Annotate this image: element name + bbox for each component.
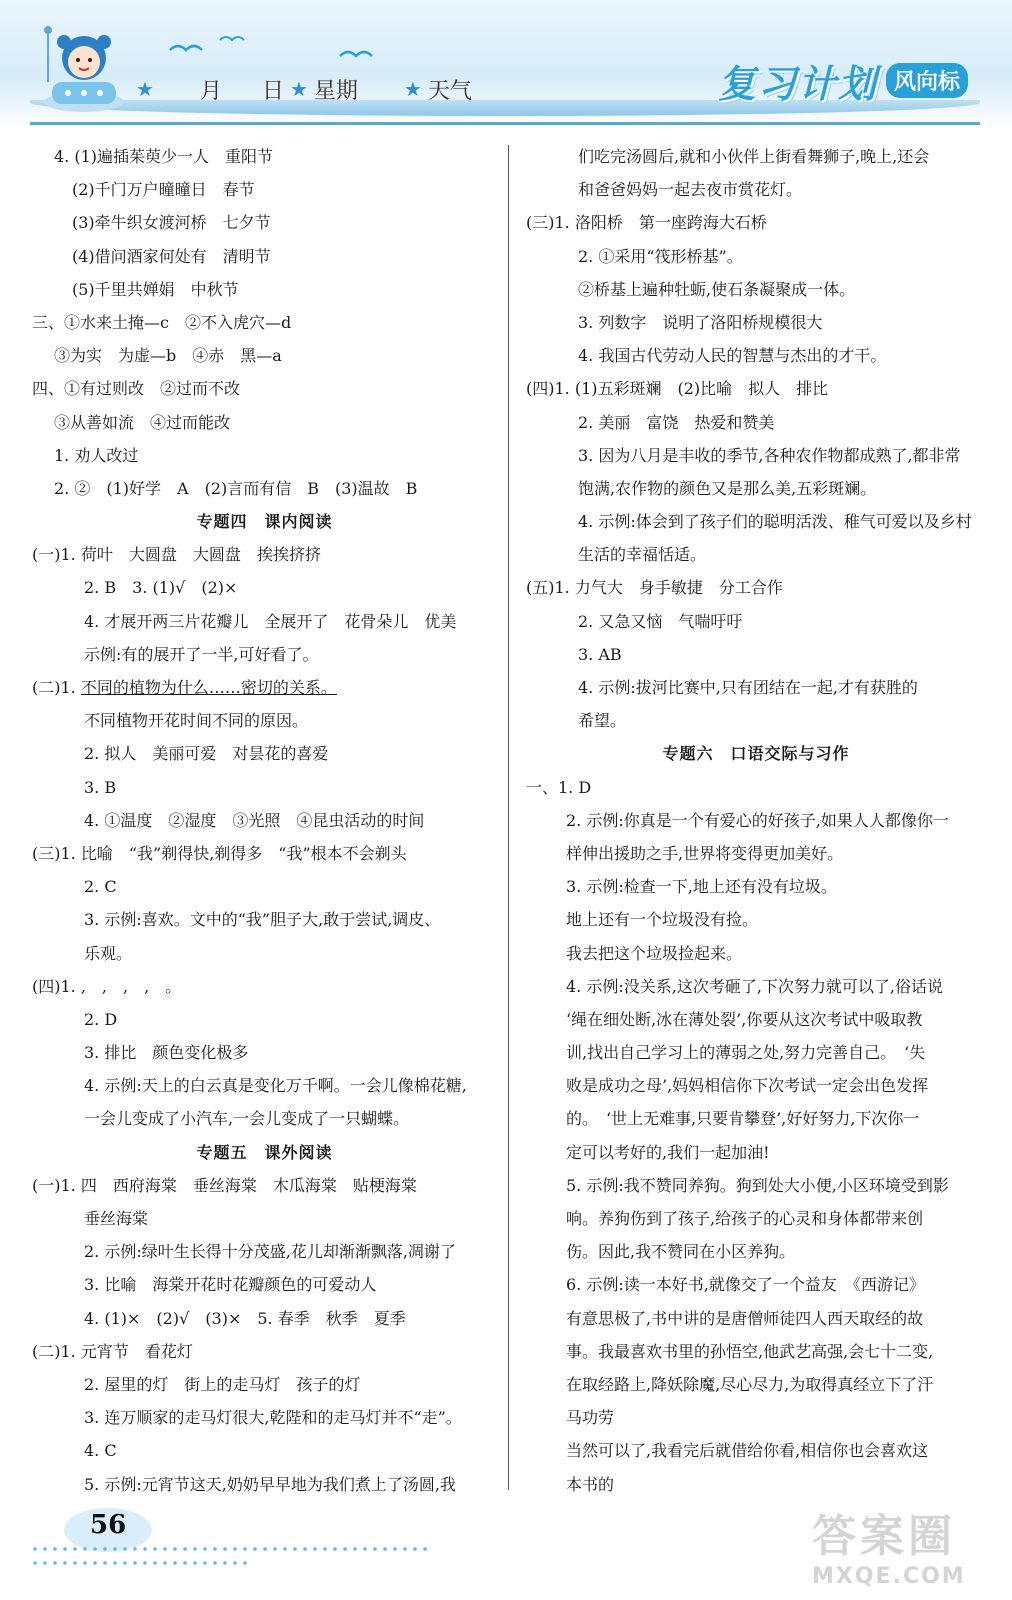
answer-line: 3. 列数字 说明了洛阳桥规模很大 [578, 312, 823, 332]
answer-line: 响。养狗伤到了孩子,给孩子的心灵和身体都带来创 [566, 1209, 924, 1228]
girl-mascot-icon [38, 20, 130, 116]
answer-line: 5. 示例:元宵节这天,奶奶早早地为我们煮上了汤圆,我 [84, 1474, 456, 1494]
brand-main-text: 复习计划 [718, 61, 879, 106]
answer-line: 希望。 [578, 711, 627, 731]
answer-line: 训,找出自己学习上的薄弱之处,努力完善自己。 ‘失 [566, 1043, 926, 1063]
answer-line: (4)借问酒家何处有 清明节 [72, 246, 271, 266]
answer-line: 不同植物开花时间不同的原因。 [84, 711, 309, 731]
star-icon: ★ [403, 77, 422, 101]
answer-line: 4. 示例:拔河比赛中,只有团结在一起,才有获胜的 [578, 678, 918, 697]
answer-line: 3. 示例:喜欢。文中的“我”胆子大,敢于尝试,调皮、 [84, 910, 441, 930]
answer-line: 4. (1)× (2)√ (3)× 5. 春季 秋季 夏季 [84, 1308, 406, 1328]
birds-decoration-icon [160, 30, 380, 70]
answer-line: 马功劳 [566, 1408, 615, 1428]
footer-dots-decoration [30, 1560, 250, 1566]
answer-line: 3. 连万顺家的走马灯很大,乾陛和的走马灯并不“走”。 [84, 1408, 462, 1428]
answer-line: 本书的 [566, 1474, 615, 1494]
answer-line: (二)1. 元宵节 看花灯 [32, 1341, 193, 1361]
answer-line: 6. 示例:读一本好书,就像交了一个益友 《西游记》 [566, 1275, 925, 1295]
star-icon: ★ [136, 77, 154, 101]
answer-line: 2. 示例:绿叶生长得十分茂盛,花儿却渐渐飘落,凋谢了 [84, 1242, 456, 1262]
weekday-label: 星期 [313, 78, 358, 104]
answer-line: 在取经路上,降妖除魔,尽心尽力,为取得真经立下了汗 [566, 1374, 934, 1394]
answer-line: 和爸爸妈妈一起去夜市赏花灯。 [578, 180, 803, 200]
page-footer [30, 1500, 440, 1570]
answer-line: 乐观。 [84, 943, 133, 963]
section-title: 专题六 口语交际与习作 [662, 744, 850, 764]
answer-line: 3. 比喻 海棠开花时花瓣颜色的可爱动人 [84, 1275, 377, 1295]
answer-line: 我去把这个垃圾捡起来。 [566, 943, 743, 963]
answer-line: 伤。因此,我不赞同在小区养狗。 [566, 1242, 796, 1262]
answer-line: 2. 拟人 美丽可爱 对昙花的喜爱 [84, 744, 329, 764]
column-divider [508, 145, 509, 1490]
answer-line: (四)1. , , , , 。 [32, 976, 182, 996]
answer-line: 垂丝海棠 [84, 1209, 149, 1228]
answer-line: 有意思极了,书中讲的是唐僧师徒四人西天取经的故 [566, 1308, 924, 1328]
answer-line: 3. 示例:检查一下,地上还有没有垃圾。 [566, 877, 837, 897]
page-number: 56 [90, 1510, 127, 1540]
answer-line: 4. 示例:天上的白云真是变化万千啊。一会儿像棉花糖, [84, 1076, 467, 1096]
section-title: 专题四 课内阅读 [196, 512, 333, 532]
answer-line: 2. C [84, 877, 117, 897]
answer-line: 定可以考好的,我们一起加油! [566, 1142, 770, 1162]
answer-line: 饱满,农作物的颜色又是那么美,五彩斑斓。 [578, 478, 877, 498]
brand-logo [718, 50, 978, 110]
answer-line: 四、①有过则改 ②过而不改 [32, 379, 241, 399]
watermark [812, 1500, 1002, 1590]
right-answer-column [526, 140, 986, 1501]
answer-line: (二)1. 不同的植物为什么……密切的关系。 [32, 678, 337, 697]
answer-line: 生活的幸福恬适。 [578, 545, 707, 565]
answer-line: 示例:有的展开了一半,可好看了。 [84, 644, 319, 664]
star-icon: ★ [289, 77, 308, 101]
answer-line: 样伸出援助之手,世界将变得更加美好。 [566, 843, 844, 863]
answer-line: (一)1. 四 西府海棠 垂丝海棠 木瓜海棠 贴梗海棠 [32, 1175, 417, 1195]
answer-line: 5. 示例:我不赞同养狗。狗到处大小便,小区环境受到影 [566, 1175, 949, 1195]
answer-line: 4. 示例:没关系,这次考砸了,下次努力就可以了,俗话说 [566, 976, 944, 996]
answer-line: 2. 示例:你真是一个有爱心的好孩子,如果人人都像你一 [566, 810, 949, 830]
answer-line: (一)1. 荷叶 大圆盘 大圆盘 挨挨挤挤 [32, 545, 321, 565]
answer-line: 4. ①温度 ②湿度 ③光照 ④昆虫活动的时间 [84, 810, 425, 830]
answer-line: 3. B [84, 777, 117, 797]
answer-line: 事。我最喜欢书里的孙悟空,他武艺高强,会七十二变, [566, 1341, 934, 1361]
answer-line: ②桥基上遍种牡蛎,使石条凝聚成一体。 [578, 279, 856, 299]
answer-line: 4. 我国古代劳动人民的智慧与杰出的才干。 [578, 346, 887, 366]
answer-line: 3. 因为八月是丰收的季节,各种农作物都成熟了,都非常 [578, 445, 961, 465]
date-day-label: 日 [261, 78, 284, 104]
answer-line: (四)1. (1)五彩斑斓 (2)比喻 拟人 排比 [526, 379, 829, 399]
date-month-label: 月 [199, 78, 222, 104]
answer-line: 2. ①采用“筏形桥基”。 [578, 246, 743, 266]
answer-line: 2. 又急又恼 气喘吁吁 [578, 611, 743, 631]
brand-sub-text: 风向标 [886, 63, 968, 98]
answer-line: 2. D [84, 1009, 118, 1029]
answer-line: 4. (1)遍插茱萸少一人 重阳节 [54, 147, 274, 166]
section-title: 专题五 课外阅读 [196, 1142, 333, 1162]
answer-line: 的。 ‘世上无难事,只要肯攀登’,好好努力,下次你一 [566, 1109, 920, 1129]
answer-line: 4. C [84, 1441, 117, 1461]
answer-line: (3)牵牛织女渡河桥 七夕节 [72, 213, 271, 233]
footer-dots-decoration [30, 1546, 430, 1552]
answer-line: 当然可以了,我看完后就借给你看,相信你也会喜欢这 [566, 1441, 929, 1461]
answer-line: ③为实 为虚—b ④赤 黑—a [54, 346, 282, 366]
answer-line: 4. 示例:体会到了孩子们的聪明活泼、稚气可爱以及乡村 [578, 512, 972, 532]
answer-line: ③从善如流 ④过而能改 [54, 412, 231, 432]
left-answer-column [32, 140, 497, 1501]
answer-line: (五)1. 力气大 身手敏捷 分工合作 [526, 578, 783, 598]
answer-line: 地上还有一个垃圾没有捡。 [566, 910, 759, 930]
weather-label: 天气 [427, 78, 472, 104]
answer-line: 败是成功之母’,妈妈相信你下次考试一定会出色发挥 [566, 1076, 929, 1096]
answer-line: 三、①水来土掩—c ②不入虎穴—d [32, 312, 292, 332]
answer-line: 1. 劝人改过 [54, 445, 139, 465]
answer-line: 3. AB [578, 644, 622, 664]
answer-line: (三)1. 洛阳桥 第一座跨海大石桥 [526, 213, 767, 233]
answer-line: 们吃完汤圆后,就和小伙伴上街看舞狮子,晚上,还会 [578, 147, 930, 166]
answer-line: (5)千里共婵娟 中秋节 [72, 279, 239, 299]
watermark-sub-text: MXQE.COM [812, 1564, 966, 1589]
watermark-main-text: 答案圈 [812, 1511, 956, 1562]
answer-line: 4. 才展开两三片花瓣儿 全展开了 花骨朵儿 优美 [84, 611, 457, 631]
answer-line: 2. 美丽 富饶 热爱和赞美 [578, 412, 775, 432]
answer-line: ‘绳在细处断,冰在薄处裂’,你要从这次考试中吸取教 [566, 1009, 923, 1029]
answer-line: 2. 屋里的灯 街上的走马灯 孩子的灯 [84, 1374, 361, 1394]
answer-line: 一、1. D [526, 777, 592, 797]
header-rule [30, 122, 980, 125]
answer-line: 一会儿变成了小汽车,一会儿变成了一只蝴蝶。 [84, 1109, 410, 1129]
page-header [0, 0, 1012, 130]
answer-line: 3. 排比 颜色变化极多 [84, 1043, 249, 1063]
answer-line: 2. ② (1)好学 A (2)言而有信 B (3)温故 B [54, 478, 418, 498]
answer-line: 2. B 3. (1)√ (2)× [84, 578, 238, 598]
answer-line: (2)千门万户曈曈日 春节 [72, 180, 255, 200]
answer-line: (三)1. 比喻 “我”剃得快,剃得多 “我”根本不会剃头 [32, 843, 407, 863]
date-weather-row [130, 72, 510, 106]
